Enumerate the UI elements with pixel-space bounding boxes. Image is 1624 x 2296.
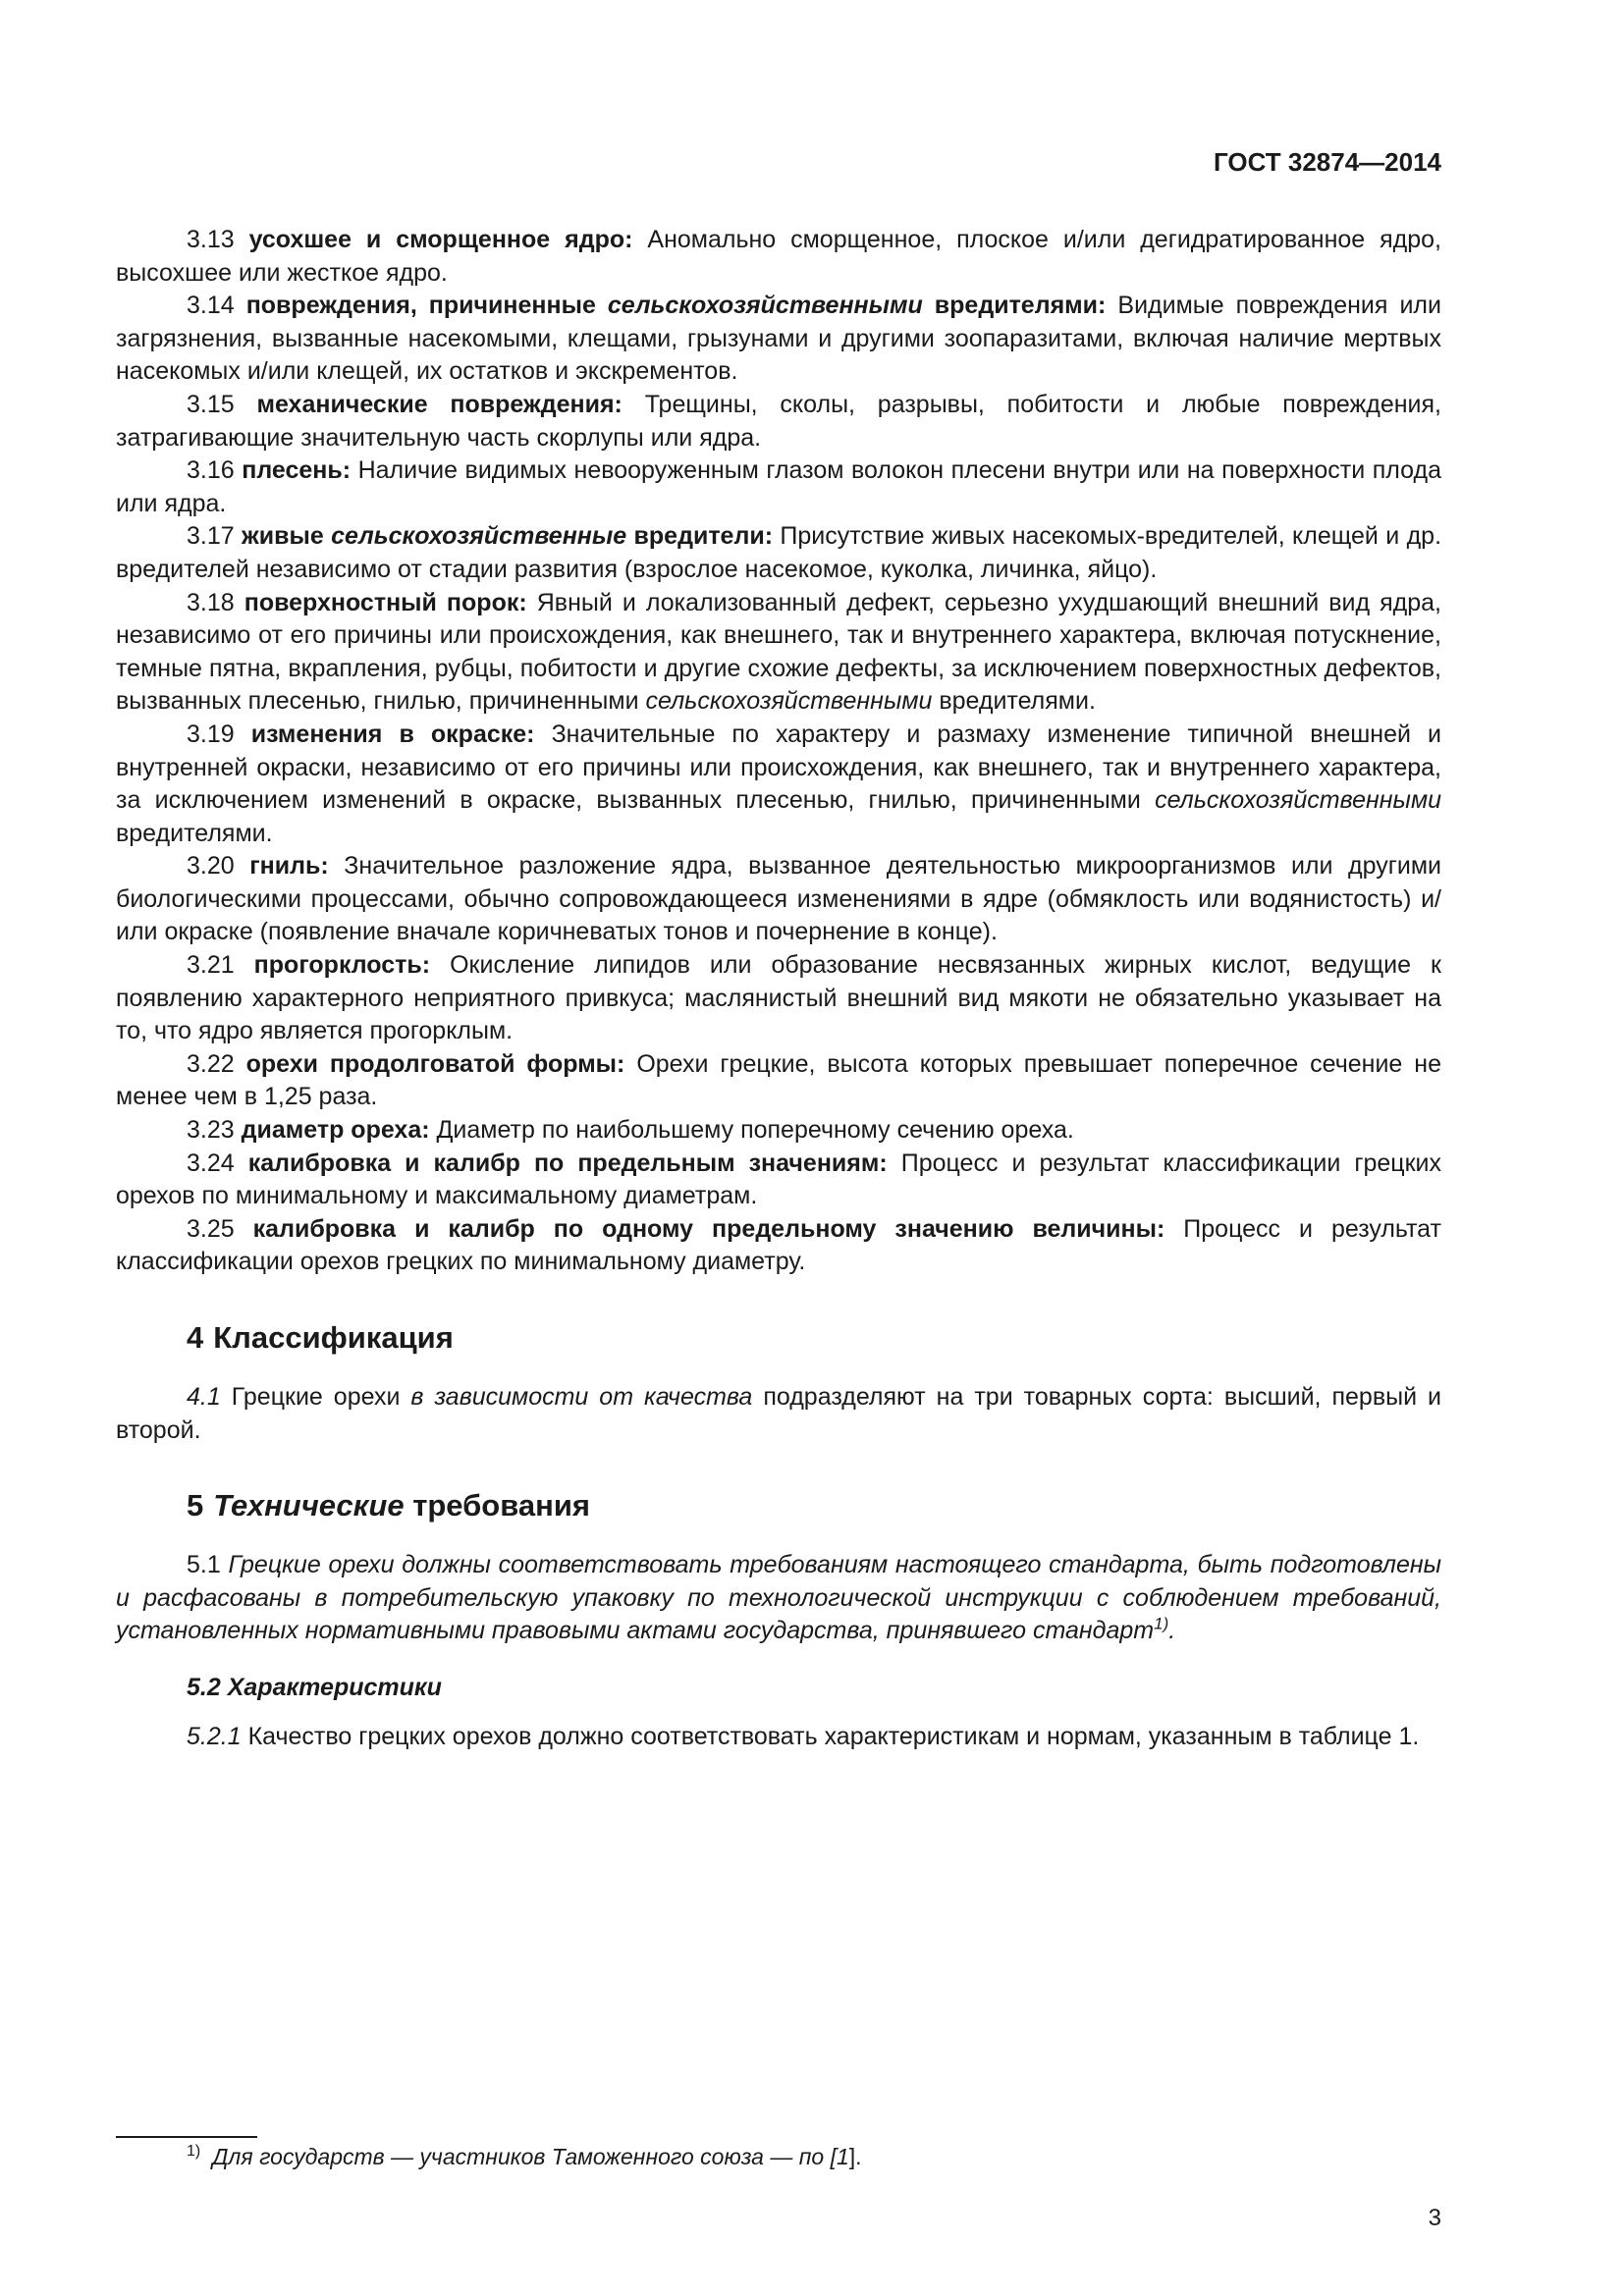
footnote-mark: 1) [187,2143,201,2161]
paragraph-text: Качество грецких орехов должно соответствовать характеристикам и нормам, указанным в таблице 1. [247,1722,1420,1750]
footnote-ref: 1 [836,2144,849,2169]
term-title: калибровка и калибр по предельным значениям: [247,1148,888,1177]
paragraph-text: Грецкие орехи [231,1383,401,1411]
term-title: усохшее и сморщенное ядро: [248,226,633,253]
term-title-part: вредители: [633,522,774,551]
section-number: 4 [187,1320,204,1355]
paragraph-number: 4.1 [187,1383,221,1411]
term-definition: Присутствие живых насекомых-вредителей, клещей и др. вредителей независимо от стадии развития (взрослое насекомое, куколка, личинка, яйцо). [116,522,1442,583]
subsection-title: Характеристики [227,1673,442,1701]
term-title-part: вредителями: [934,292,1107,320]
term-3-17 [116,520,1441,586]
term-number: 3.18 [187,588,235,616]
term-title: гниль: [249,852,329,881]
footnote-separator [116,2136,257,2138]
paragraph-5-2-1 [116,1721,1441,1754]
term-3-19 [116,719,1441,850]
term-definition-tail: вредителями. [939,687,1096,716]
term-number: 3.22 [187,1049,235,1078]
term-number: 3.21 [187,951,235,980]
term-number: 3.23 [187,1116,235,1145]
term-3-14 [116,290,1441,389]
term-3-22 [116,1048,1441,1114]
term-3-23 [116,1114,1441,1148]
term-title: плесень: [242,456,352,485]
term-title-emphasis: сельскохозяйственными [607,292,923,320]
term-3-15 [116,389,1441,454]
page-number: 3 [1428,2205,1441,2231]
subsection-heading-characteristics [116,1672,1441,1705]
term-definition: Наличие видимых невооруженным глазом волокон плесени внутри или на поверхности плода или ядра. [116,456,1441,517]
term-3-18 [116,587,1441,719]
term-number: 3.24 [187,1148,235,1177]
term-number: 3.13 [187,226,235,253]
term-number: 3.17 [187,522,235,551]
term-3-21 [116,949,1441,1048]
term-definition: Процесс и результат классификации грецких орехов по минимальному и максимальному диаметрам. [116,1148,1442,1210]
term-number: 3.25 [187,1214,235,1243]
term-title-emphasis: сельскохозяйственные [331,522,627,551]
section-title: Классификация [213,1320,454,1355]
term-3-16 [116,454,1441,520]
term-title: калибровка и калибр по одному предельному значению величины: [252,1214,1165,1243]
term-title: поверхностный порок: [244,588,527,616]
term-3-25 [116,1213,1441,1279]
term-definition-tail: вредителями. [116,819,273,847]
section-title: требования [412,1488,590,1523]
term-definition-emphasis: сельскохозяйственными [1155,786,1441,815]
term-definition: Значительные по характеру и размаху изменение типичной внешней и внутренней окраски, независимо от его причины или происхождения, как внешнего, так и внутреннего характера, за исключением изменений в окраске, вызванных плесенью, гнилью, причиненными [116,720,1441,815]
paragraph-emphasis: в зависимости от качества [410,1383,753,1411]
section-heading-classification [116,1320,1441,1356]
section-title-emphasis: Технические [213,1488,405,1523]
footnote-reference: 1) [1154,1615,1169,1634]
term-definition: Трещины, сколы, разрывы, побитости и любые повреждения, затрагивающие значительную часть скорлупы или ядра. [116,390,1441,452]
paragraph-number: 5.1 [187,1551,221,1579]
term-title-part: живые [242,522,324,551]
paragraph-text: подразделяют на три товарных сорта: высший, первый и второй. [116,1383,1441,1444]
term-number: 3.19 [187,720,235,748]
footnote-tail: ]. [848,2144,862,2169]
page-body [116,224,1441,1753]
term-title [242,522,773,550]
term-title: диаметр ореха: [241,1116,430,1145]
term-3-20 [116,850,1441,949]
footnote-text: Для государств — участников Таможенного союза — по [ [212,2144,837,2169]
term-3-24 [116,1148,1441,1213]
term-definition: Диаметр по наибольшему поперечному сечению ореха. [436,1116,1074,1145]
term-title [246,292,1107,319]
term-title: изменения в окраске: [250,720,535,748]
paragraph-5-1 [116,1549,1441,1648]
section-number: 5 [187,1488,204,1523]
footnote [187,2142,862,2171]
term-title: механические повреждения: [256,390,623,418]
section-heading-technical-requirements [116,1488,1441,1523]
paragraph-text [116,1551,1441,1644]
term-definition: Орехи грецкие, высота которых превышает поперечное сечение не менее чем в 1,25 раза. [116,1049,1441,1111]
term-definition: Аномально сморщенное, плоское и/или дегидратированное ядро, высохшее или жесткое ядро. [116,226,1441,287]
paragraph-end: . [1168,1617,1176,1645]
paragraph-text-body: Грецкие орехи должны соответствовать требованиям настоящего стандарта, быть подготовлены и расфасованы в потребительскую упаковку по технологической инструкции с соблюдением требований, установленных нормативными правовыми актами государства, принявшего стандарт [116,1551,1441,1645]
term-definition: Процесс и результат классификации орехов грецких по минимальному диаметру. [116,1214,1441,1276]
term-number: 3.20 [187,852,235,881]
term-definition: Окисление липидов или образование несвязанных жирных кислот, ведущие к появлению характерного неприятного привкуса; маслянистый внешний вид мякоти не обязательно указывает на то, что ядро является прогорклым. [116,951,1441,1045]
term-definition: Видимые повреждения или загрязнения, вызванные насекомыми, клещами, грызунами и другими зоопаразитами, включая наличие мертвых насекомых и/или клещей, их остатков и экскрементов. [116,292,1441,386]
term-definition: Значительное разложение ядра, вызванное деятельностью микроорганизмов или другими биологическими процессами, обычно сопровождающееся изменениями в ядре (обмяклость или водянистость) и/или окраске (появление вначале коричневатых тонов и почернение в конце). [116,852,1441,946]
term-number: 3.15 [187,390,235,418]
term-number: 3.16 [187,456,235,485]
term-number: 3.14 [187,292,235,320]
term-definition-emphasis: сельскохозяйственными [645,687,933,716]
paragraph-number: 5.2.1 [187,1722,242,1750]
term-title: прогорклость: [253,951,431,980]
term-definition: Явный и локализованный дефект, серьезно ухудшающий внешний вид ядра, независимо от его причины или происхождения, как внешнего, так и внутреннего характера, включая потускнение, темные пятна, вкрапления, рубцы, побитости и другие схожие дефекты, за исключением поверхностных дефектов, вызванных плесенью, гнилью, причиненными [116,588,1441,716]
term-title: орехи продолговатой формы: [245,1049,625,1078]
paragraph-4-1 [116,1381,1441,1447]
document-code-header: ГОСТ 32874—2014 [1214,147,1441,177]
term-title-part: повреждения, причиненные [245,292,596,320]
term-3-13 [116,224,1441,290]
subsection-number: 5.2 [187,1673,221,1701]
